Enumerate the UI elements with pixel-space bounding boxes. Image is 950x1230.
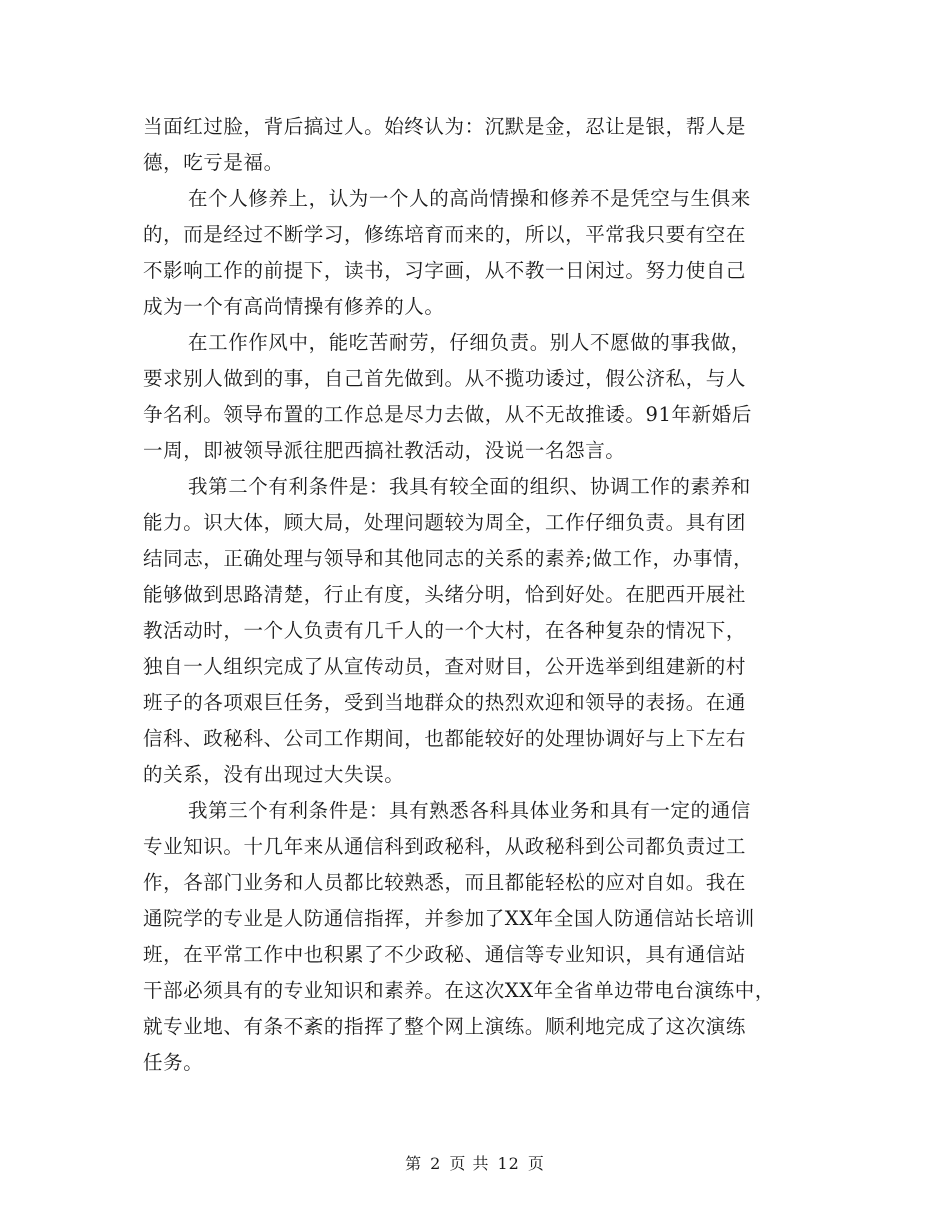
text-line: 德，吃亏是福。 <box>143 151 284 174</box>
text-line: 任务。 <box>143 1051 204 1074</box>
text-line: 在工作作风中，能吃苦耐劳，仔细负责。别人不愿做的事我做， <box>188 331 751 354</box>
text-line: 独自一人组织完成了从宣传动员，查对财目，公开选举到组建新的村 <box>143 655 747 678</box>
text-line: 我第三个有利条件是：具有熟悉各科具体业务和具有一定的通信 <box>188 799 751 822</box>
text-line: 教活动时，一个人负责有几千人的一个大村，在各种复杂的情况下， <box>143 619 747 642</box>
page-footer <box>0 1152 950 1176</box>
text-line: 就专业地、有条不紊的指挥了整个网上演练。顺利地完成了这次演练 <box>143 1015 747 1038</box>
footer-prefix: 第 <box>405 1154 423 1173</box>
text-line: 争名利。领导布置的工作总是尽力去做，从不无故推诿。91年新婚后 <box>143 403 752 426</box>
text-line: 能够做到思路清楚，行止有度，头绪分明，恰到好处。在肥西开展社 <box>143 583 747 606</box>
page-total: 12 <box>497 1154 520 1173</box>
text-line: 干部必须具有的专业知识和素养。在这次XX年全省单边带电台演练中， <box>143 979 775 1002</box>
text-line: 我第二个有利条件是：我具有较全面的组织、协调工作的素养和 <box>188 475 751 498</box>
text-line: 在个人修养上，认为一个人的高尚情操和修养不是凭空与生俱来 <box>188 187 751 210</box>
text-line: 的，而是经过不断学习，修练培育而来的，所以，平常我只要有空在 <box>143 223 747 246</box>
text-line: 作，各部门业务和人员都比较熟悉，而且都能轻松的应对自如。我在 <box>143 871 747 894</box>
footer-suffix: 页 <box>527 1154 545 1173</box>
text-line: 通院学的专业是人防通信指挥，并参加了XX年全国人防通信站长培训 <box>143 907 755 930</box>
text-line: 成为一个有高尚情操有修养的人。 <box>143 295 445 318</box>
text-line: 当面红过脸，背后搞过人。始终认为：沉默是金，忍让是银，帮人是 <box>143 115 747 138</box>
text-line: 信科、政秘科、公司工作期间，也都能较好的处理协调好与上下左右 <box>143 727 747 750</box>
text-line: 不影响工作的前提下，读书，习字画，从不教一日闲过。努力使自己 <box>143 259 747 282</box>
text-line: 一周，即被领导派往肥西搞社教活动，没说一名怨言。 <box>143 439 626 462</box>
text-line: 结同志，正确处理与领导和其他同志的关系的素养;做工作，办事情， <box>143 547 754 570</box>
text-line: 班，在平常工作中也积累了不少政秘、通信等专业知识，具有通信站 <box>143 943 747 966</box>
text-line: 要求别人做到的事，自己首先做到。从不揽功诿过，假公济私，与人 <box>143 367 747 390</box>
text-line: 班子的各项艰巨任务，受到当地群众的热烈欢迎和领导的表扬。在通 <box>143 691 747 714</box>
text-line: 专业知识。十几年来从通信科到政秘科，从政秘科到公司都负责过工 <box>143 835 747 858</box>
page-number: 2 <box>430 1154 442 1173</box>
text-line: 的关系，没有出现过大失误。 <box>143 763 405 786</box>
text-line: 能力。识大体，顾大局，处理问题较为周全，工作仔细负责。具有团 <box>143 511 747 534</box>
footer-middle: 页 共 <box>449 1154 490 1173</box>
